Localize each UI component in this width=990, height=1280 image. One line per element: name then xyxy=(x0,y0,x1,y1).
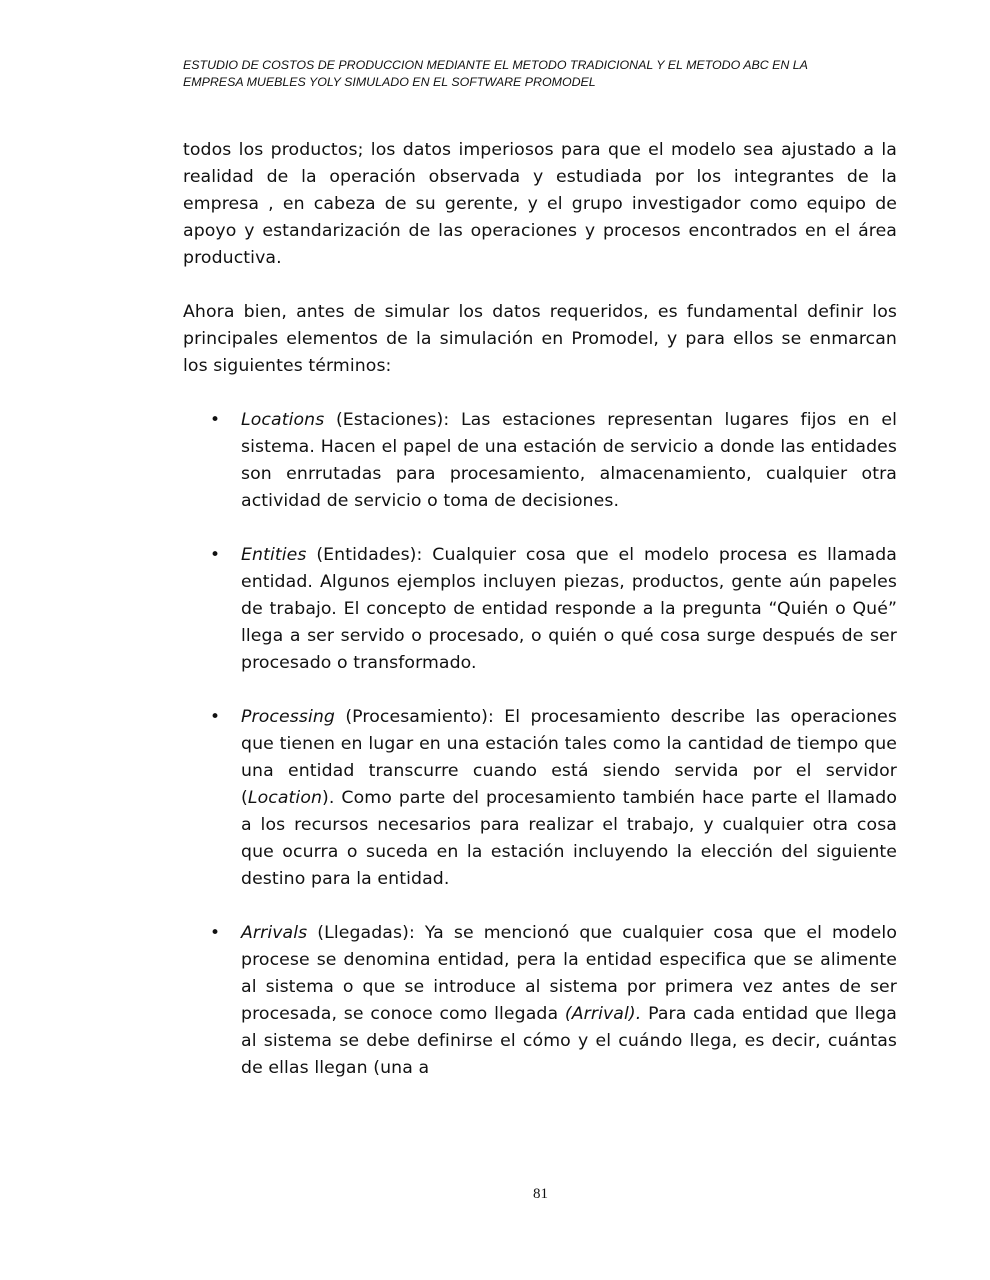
bullet-icon: • xyxy=(210,410,221,430)
term-locations: Locations xyxy=(241,410,325,430)
definition-processing-a: (Procesamiento): El procesamiento describe las operaciones que tienen en lugar en una estación tales como la cantidad de tiempo que una entidad transcurre cuando está siendo servida por el servidor ( xyxy=(241,707,897,808)
definition-locations: (Estaciones): Las estaciones representan lugares fijos en el sistema. Hacen el papel de una estación de servicio a donde las entidades son enrrutadas para procesamiento, almacenamiento, cualquier otra actividad de servicio o toma de decisiones. xyxy=(241,410,897,511)
term-arrivals: Arrivals xyxy=(241,923,308,943)
running-header-line-1: ESTUDIO DE COSTOS DE PRODUCCION MEDIANTE EL METODO TRADICIONAL Y EL METODO ABC EN LA xyxy=(183,58,808,72)
bullet-icon: • xyxy=(210,923,221,943)
definition-arrivals-b: Para cada entidad que llega al sistema se debe definirse el cómo y el cuándo llega, es decir, cuántas de ellas llegan (una a xyxy=(241,1004,897,1078)
term-processing: Processing xyxy=(241,707,335,727)
list-item-entities xyxy=(183,542,897,677)
term-entities: Entities xyxy=(241,545,307,565)
list-item-arrivals xyxy=(183,920,897,1082)
definition-entities: (Entidades): Cualquier cosa que el modelo procesa es llamada entidad. Algunos ejemplos incluyen piezas, productos, gente aún papeles de trabajo. El concepto de entidad responde a la pregunta “Quién o Qué” llega a ser servido o procesado, o quién o qué cosa surge después de ser procesado o transformado. xyxy=(241,545,897,673)
definition-processing-b: ). Como parte del procesamiento también hace parte el llamado a los recursos necesarios para realizar el trabajo, y cualquier otra cosa que ocurra o suceda en la estación incluyendo la elección del siguiente destino para la entidad. xyxy=(241,788,897,889)
definitions-paragraph: Ahora bien, antes de simular los datos requeridos, es fundamental definir los principales elementos de la simulación en Promodel, y para ellos se enmarcan los siguientes términos: xyxy=(183,302,897,376)
list-item-processing xyxy=(183,704,897,893)
term-location: Location xyxy=(247,788,323,808)
definition-arrivals-a: (Llegadas): Ya se mencionó que cualquier cosa que el modelo procese se denomina entidad, pera la entidad especifica que se alimente al sistema o que se introduce al sistema por primera vez antes de ser procesada, se conoce como llegada xyxy=(241,923,897,1024)
terms-list xyxy=(183,407,897,1082)
running-header xyxy=(183,57,883,91)
intro-paragraph: todos los productos; los datos imperiosos para que el modelo sea ajustado a la realidad de la operación observada y estudiada por los integrantes de la empresa , en cabeza de su gerente, y el grupo investigador como equipo de apoyo y estandarización de las operaciones y procesos encontrados en el área productiva. xyxy=(183,140,897,268)
page-body xyxy=(183,137,897,1082)
page-number: 81 xyxy=(533,1186,548,1202)
running-header-line-2: EMPRESA MUEBLES YOLY SIMULADO EN EL SOFTWARE PROMODEL xyxy=(183,75,596,89)
term-arrival: (Arrival). xyxy=(564,1004,642,1024)
bullet-icon: • xyxy=(210,545,221,565)
list-item-locations xyxy=(183,407,897,515)
bullet-icon: • xyxy=(210,707,221,727)
